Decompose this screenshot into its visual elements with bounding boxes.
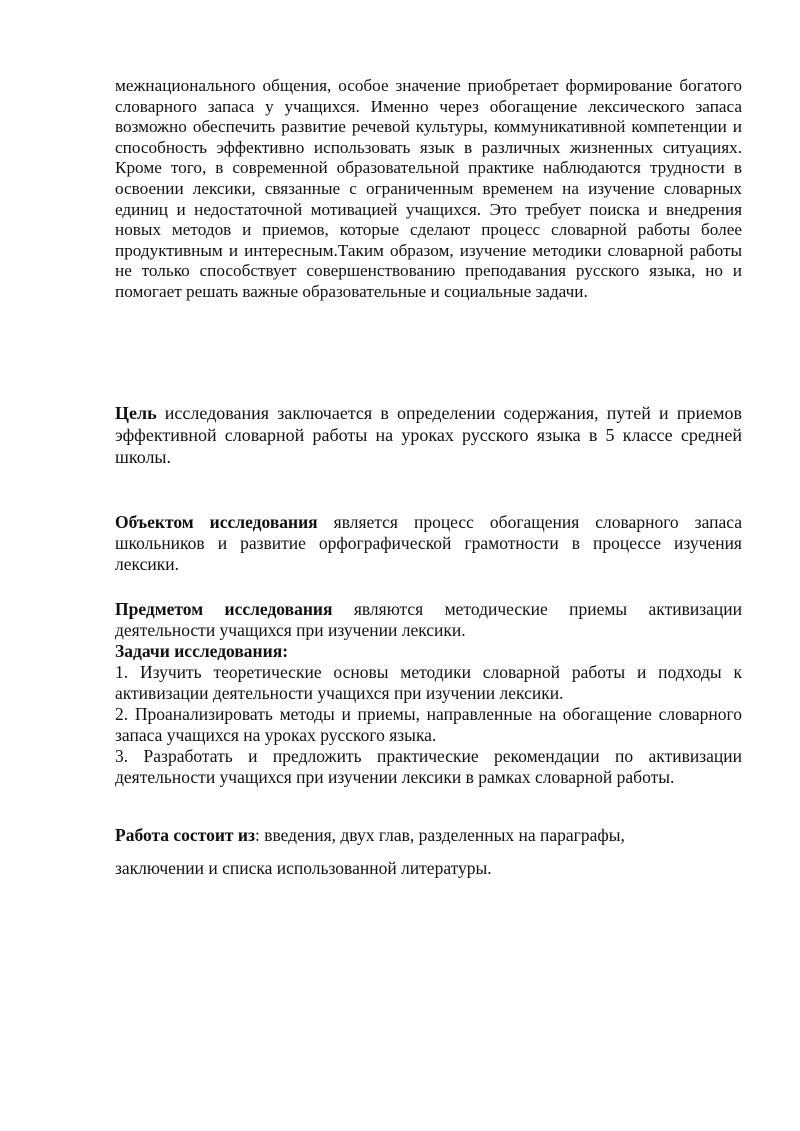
intro-paragraph [115,76,742,303]
structure-paragraph [115,825,742,846]
structure-continuation [115,858,742,879]
structure-continuation-text: заключении и списка использованной литературы. [115,858,492,878]
intro-text: межнационального общения, особое значение приобретает формирование богатого словарного запаса у учащихся. Именно через обогащение лексического запаса возможно обеспечить развитие речевой культуры, коммуникативной компетенции и способность эффективно использовать язык в различных жизненных ситуациях. Кроме того, в современной образовательной практике наблюдаются трудности в освоении лексики, связанные с ограниченным временем на изучение словарных единиц и недостаточной мотивацией учащихся. Это требует поиска и внедрения новых методов и приемов, которые сделают процесс словарной работы более продуктивным и интересным.Таким образом, изучение методики словарной работы не только способствует совершенствованию преподавания русского языка, но и помогает решать важные образовательные и социальные задачи. [115,76,742,301]
object-label: Объектом исследования [115,512,318,532]
goal-paragraph [115,402,742,468]
task-item-3: 3. Разработать и предложить практические рекомендации по активизации деятельности учащихся при изучении лексики в рамках словарной работы. [115,746,742,787]
goal-label: Цель [115,403,157,423]
object-paragraph [115,512,742,575]
subject-paragraph [115,599,742,641]
subject-text: являются методические приемы активизации деятельности учащихся при изучении лексики. [115,599,742,640]
task-item-2: 2. Проанализировать методы и приемы, направленные на обогащение словарного запаса учащихся на уроках русского языка. [115,704,742,745]
goal-text: исследования заключается в определении содержания, путей и приемов эффективной словарной работы на уроках русского языка в 5 классе средней школы. [115,403,742,467]
task-item-1: 1. Изучить теоретические основы методики словарной работы и подходы к активизации деятельности учащихся при изучении лексики. [115,662,742,703]
structure-text: : введения, двух глав, разделенных на параграфы, [254,825,625,845]
structure-label: Работа состоит из [115,825,255,845]
tasks-heading: Задачи исследования: [115,641,289,661]
object-text: является процесс обогащения словарного запаса школьников и развитие орфографической грамотности в процессе изучения лексики. [115,512,743,574]
subject-label: Предметом исследования [115,599,333,619]
tasks-section [115,641,742,788]
